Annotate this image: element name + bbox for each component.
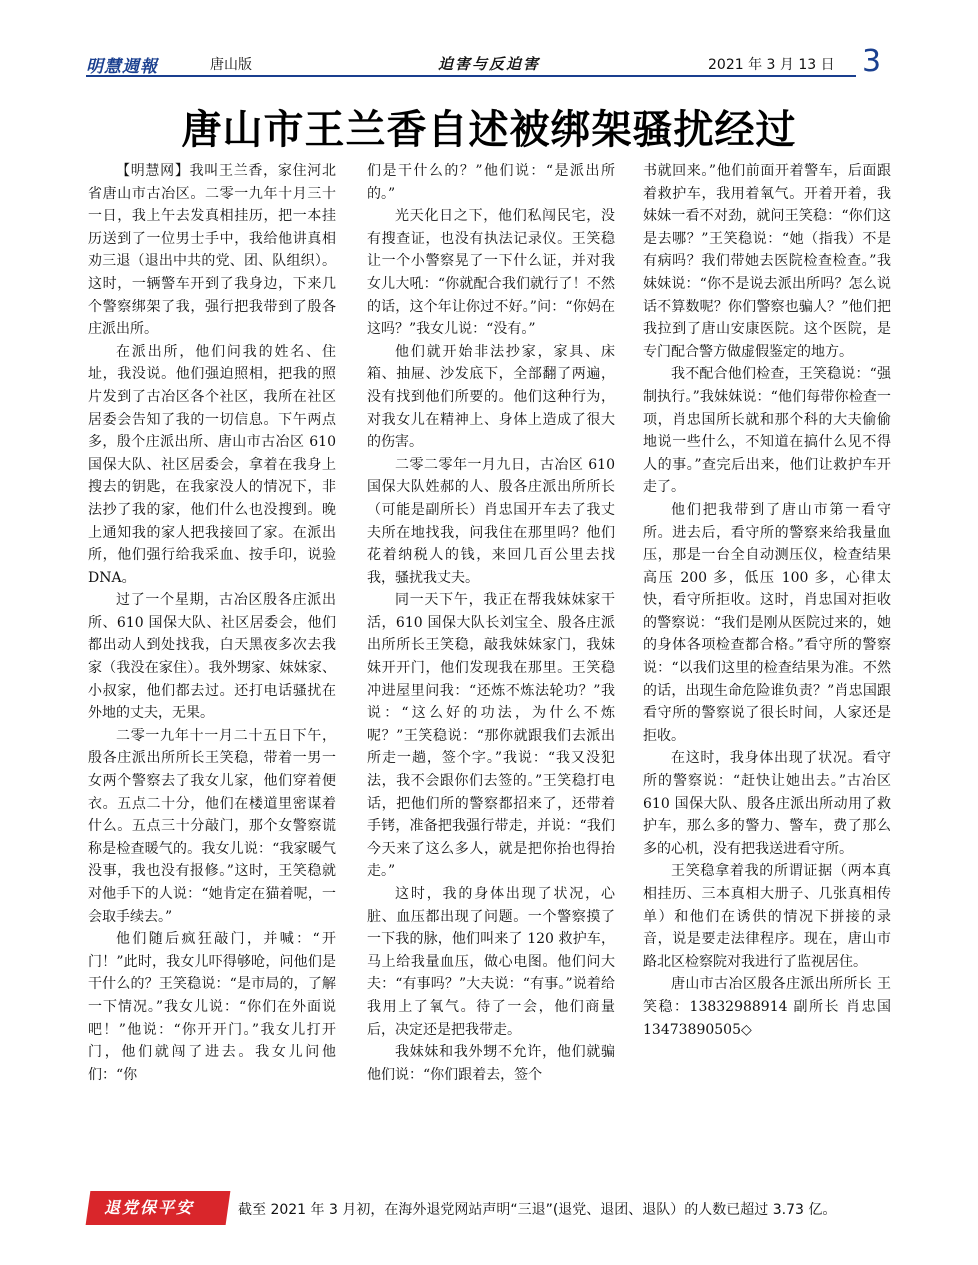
page-header [86,44,886,79]
paragraph: 在这时，我身体出现了状况。看守所的警察说：“赶快让她出去。”古冶区 610 国保大队、殷各庄派出所动用了救护车，那么多的警力、警车，费了那么多的心机，没有把我送进看守所。 [643,750,891,857]
edition-label: 唐山版 [210,57,252,73]
issue-date: 2021 年 3 月 13 日 [708,57,835,73]
paragraph: 【明慧网】我叫王兰香，家住河北省唐山市古冶区。二零一九年十月三十一日，我上午去发真相挂历，把一本挂历送到了一位男士手中，我给他讲真相劝三退（退出中共的党、团、队组织）。这时，一辆警车开到了我身边，下来几个警察绑架了我，强行把我带到了殷各庄派出所。 [88,163,336,338]
footer-statement: 截至 2021 年 3 月初，在海外退党网站声明“三退”(退党、退团、退队）的人数已超过 3.73 亿。 [238,1202,837,1218]
article-column-2 [367,160,615,1086]
paragraph: 书就回来。”他们前面开着警车，后面跟着救护车，我用着氧气。开着开着，我妹妹一看不对劲，就问王笑稳：“你们这是去哪？”王笑稳说：“她（指我）不是有病吗？我们带她去医院检查检查。”我妹妹说：“你不是说去派出所吗？怎么说话不算数呢？你们警察也骗人？”他们把我拉到了唐山安康医院。这个医院，是专门配合警方做虚假鉴定的地方。 [643,163,891,360]
paragraph: 他们就开始非法抄家，家具、床箱、抽屉、沙发底下，全部翻了两遍，没有找到他们所要的。他们这种行为，对我女儿在精神上、身体上造成了很大的伤害。 [367,343,615,451]
paragraph: 二零二零年一月九日，古冶区 610 国保大队姓郝的人、殷各庄派出所所长（可能是副所长）肖忠国开车去了我丈夫所在地找我，问我住在那里吗？他们花着纳税人的钱，来回几百公里去找我，骚扰我丈夫。 [367,456,615,586]
paragraph: 同一天下午，我正在帮我妹妹家干活，610 国保大队长刘宝全、殷各庄派出所所长王笑稳，敲我妹妹家门，我妹妹开开门，他们发现我在那里。王笑稳冲进屋里问我：“还炼不炼法轮功？”我说：“这么好的功法，为什么不炼呢？”王笑稳说：“那你就跟我们去派出所走一趟，签个字。”我说：“我又没犯法，我不会跟你们去签的。”王笑稳打电话，把他们所的警察都招来了，还带着手铐，准备把我强行带走，并说：“我们今天来了这么多人，就是把你抬也得抬走。” [367,592,615,880]
paragraph: 他们随后疯狂敲门，并喊：“开门！”此时，我女儿吓得够呛，问他们是干什么的？王笑稳说：“是市局的，了解一下情况。”我女儿说：“你们在外面说吧！”他说：“你开开门。”我女儿打开门，他们就闯了进去。我女儿问他们：“你 [88,931,336,1083]
paragraph: 我妹妹和我外甥不允许，他们就骗他们说：“你们跟着去，签个 [367,1044,615,1083]
paragraph: 们是干什么的？”他们说：“是派出所的。” [367,163,615,202]
paragraph: 王笑稳拿着我的所谓证据（两本真相挂历、三本真相大册子、几张真相传单）和他们在诱供的情况下拼接的录音，说是要走法律程序。现在，唐山市路北区检察院对我进行了监视居住。 [643,863,891,970]
paragraph: 在派出所，他们问我的姓名、住址，我没说。他们强迫照相，把我的照片发到了古冶区各个社区，我所在社区居委会告知了我的一切信息。下午两点多，殷个庄派出所、唐山市古冶区 610 国保大队、社区居委会，拿着在我身上搜去的钥匙，在我家没人的情况下，非法抄了我的家，他们什么也没搜到。晚上通知我的家人把我接回了家。在派出所，他们强行给我采血、按手印，说验 DNA。 [88,343,336,586]
contact-info: 唐山市古冶区殷各庄派出所所长 王笑稳：13832988914 副所长 肖忠国 13473890505◇ [643,976,891,1038]
footer-badge-label: 退党保平安 [104,1198,195,1217]
section-title: 迫害与反迫害 [438,55,541,73]
paragraph: 过了一个星期，古冶区殷各庄派出所、610 国保大队、社区居委会，他们都出动人到处找我，白天黑夜多次去我家（我没在家住）。我外甥家、妹妹家、小叔家，他们都去过。还打电话骚扰在外地的丈夫，无果。 [88,592,336,722]
article-title: 唐山市王兰香自述被绑架骚扰经过 [181,107,797,153]
paragraph: 这时，我的身体出现了状况，心脏、血压都出现了问题。一个警察摸了一下我的脉，他们叫来了 120 救护车，马上给我量血压，做心电图。他们问大夫：“有事吗？”大夫说：“有事。”说着给我用上了氧气。待了一会，他们商量后，决定还是把我带走。 [367,886,615,1038]
paragraph: 光天化日之下，他们私闯民宅，没有搜查证，也没有执法记录仪。王笑稳让一个小警察晃了一下什么证，并对我女儿大吼：“你就配合我们就行了！不然的话，这个年让你过不好。”问：“你妈在这吗？”我女儿说：“没有。” [367,208,615,338]
header-divider [86,75,856,77]
paragraph: 二零一九年十一月二十五日下午，殷各庄派出所所长王笑稳，带着一男一女两个警察去了我女儿家，他们穿着便衣。五点二十分，他们在楼道里密谋着什么。五点三十分敲门，那个女警察谎称是检查暖气的。我女儿说：“我家暖气没事，我也没有报修。”这时，王笑稳就对他手下的人说：“她肯定在猫着呢，一会取手续去。” [88,727,336,925]
page-number: 3 [862,44,882,79]
article-column-1 [88,160,336,1086]
paragraph: 他们把我带到了唐山市第一看守所。进去后，看守所的警察来给我量血压，那是一台全自动测压仪，检查结果高压 200 多，低压 100 多，心律太快，看守所拒收。这时，肖忠国对拒收的警察说：“我们是刚从医院过来的，她的身体各项检查都合格。”看守所的警察说：“以我们这里的检查结果为准。不然的话，出现生命危险谁负责？”肖忠国跟看守所的警察说了很长时间，人家还是拒收。 [643,501,891,744]
masthead-logo: 明慧週報 [86,57,158,77]
paragraph: 我不配合他们检查，王笑稳说：“强制执行。”我妹妹说：“他们每带你检查一项，肖忠国所长就和那个科的大夫偷偷地说一些什么，不知道在搞什么见不得人的事。”查完后出来，他们让救护车开走了。 [643,366,891,496]
article-column-3 [643,160,891,1041]
